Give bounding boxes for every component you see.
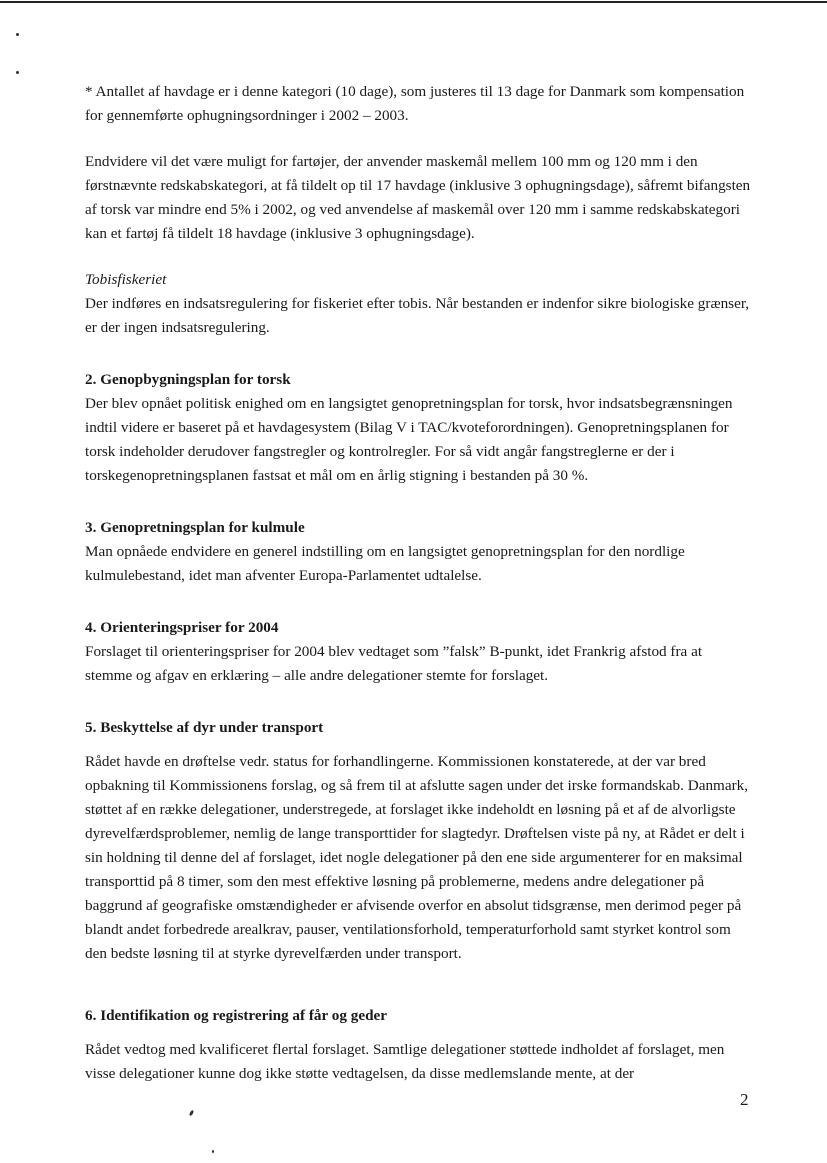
- tobis-subtitle: Tobisfiskeriet: [85, 271, 167, 288]
- top-border-line: [0, 1, 827, 3]
- section-heading: 4. Orienteringspriser for 2004: [85, 619, 279, 636]
- intro-paragraph: Endvidere vil det være muligt for fartøjer, der anvender maskemål mellem 100 mm og 120 mm i den førstnævnte redskabskategori, at få tildelt op til 17 havdage (inklusive 3 ophugningsdage), såfremt bifangsten af torsk var mindre end 5% i 2002, og ved anvendelse af maskemål over 120 mm i samme redskabskategori kan et fartøj få tildelt 18 havdage (inklusive 3 ophugningsdage).: [85, 153, 751, 242]
- scan-speck: [212, 1150, 214, 1153]
- document-page: [85, 80, 753, 1086]
- section-text: Der blev opnået politisk enighed om en langsigtet genopretningsplan for torsk, hvor indsatsbegrænsningen indtil videre er baseret på et havdagesystem (Bilag V i TAC/kvoteforordningen). Genopretningsplanen for torsk indeholder derudover fangstregler og kontrolregler. For så vidt angår fangstreglerne er der i torskegenopretningsplanen fastsat et mål om en årlig stigning i bestanden på 30 %.: [85, 395, 733, 484]
- section-text: Forslaget til orienteringspriser for 2004 blev vedtaget som ”falsk” B-punkt, idet Frankrig afstod fra at stemme og afgav en erklæring – alle andre delegationer stemte for forslaget.: [85, 643, 703, 684]
- section-text: Rådet vedtog med kvalificeret flertal forslaget. Samtlige delegationer støttede indholdet af forslaget, men visse delegationer kunne dog ikke støtte vedtagelsen, da disse medlemslande mente, at der: [85, 1041, 725, 1082]
- section-heading: 5. Beskyttelse af dyr under transport: [85, 719, 324, 736]
- section-heading: 6. Identifikation og registrering af får og geder: [85, 1007, 388, 1024]
- scan-speck: [16, 33, 19, 36]
- scan-speck: [189, 1110, 195, 1117]
- tobis-text: Der indføres en indsatsregulering for fiskeriet efter tobis. Når bestanden er indenfor sikre biologiske grænser, er der ingen indsatsregulering.: [85, 295, 750, 336]
- section-text: Man opnåede endvidere en generel indstilling om en langsigtet genopretningsplan for den nordlige kulmulebestand, idet man afventer Europa-Parlamentet udtalelse.: [85, 543, 685, 584]
- section-text: Rådet havde en drøftelse vedr. status for forhandlingerne. Kommissionen konstaterede, at der var bred opbakning til Kommissionens forslag, og så frem til at afslutte sagen under det irske formandskab. Danmark, støttet af en række delegationer, understregede, at forslaget ikke indeholdt en løsning på et af de alvorligste dyrevelfærdsproblemer, nemlig de lange transporttider for slagtedyr. Drøftelsen viste på ny, at Rådet er delt i sin holdning til denne del af forslaget, idet nogle delegationer på den ene side argumenterer for en maksimal transporttid på 8 timer, som den mest effektive løsning på problemerne, medens andre delegationer på baggrund af geografiske omstændigheder er afvisende overfor en absolut tidsgrænse, men derimod peger på blandt andet forbedrede arealkrav, pauser, ventilationsforhold, temperaturforhold samt styrket kontrol som den bedste løsning til at styrke dyrevelfærden under transport.: [85, 753, 749, 962]
- section-heading: 2. Genopbygningsplan for torsk: [85, 371, 291, 388]
- scan-speck: [16, 71, 19, 74]
- footnote: * Antallet af havdage er i denne kategori (10 dage), som justeres til 13 dage for Danmark som kompensation for gennemførte ophugningsordninger i 2002 – 2003.: [85, 83, 745, 124]
- page-number: 2: [740, 1090, 749, 1109]
- section-heading: 3. Genopretningsplan for kulmule: [85, 519, 305, 536]
